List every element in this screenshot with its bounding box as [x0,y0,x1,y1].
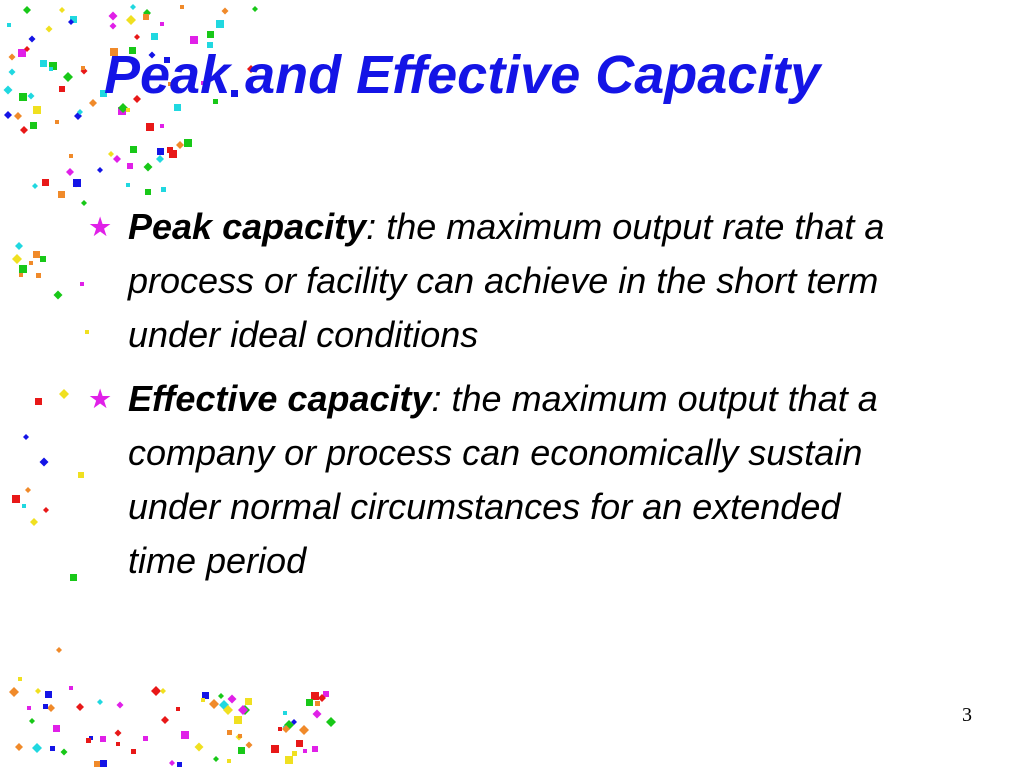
confetti-piece [160,688,166,694]
bullet-definition: the maximum output rate that a process or facility can achieve in the short term under ideal conditions [128,206,885,355]
confetti-piece [4,111,12,119]
confetti-piece [283,711,287,715]
confetti-piece [156,155,164,163]
confetti-piece [78,472,84,478]
confetti-piece [81,66,85,70]
bullet-separator: : [431,378,442,419]
confetti-piece [278,727,282,731]
confetti-piece [12,254,22,264]
confetti-piece [25,487,31,493]
bullet-effective-capacity [88,372,888,588]
confetti-piece [42,179,49,186]
confetti-piece [69,154,73,158]
confetti-piece [28,93,35,100]
confetti-piece [146,123,154,131]
confetti-piece [238,734,242,738]
confetti-piece [184,139,192,147]
confetti-piece [19,265,27,273]
confetti-piece [160,22,164,26]
confetti-piece [9,69,16,76]
confetti-piece [100,760,107,767]
confetti-piece [131,749,136,754]
confetti-piece [32,183,38,189]
confetti-piece [127,163,133,169]
confetti-piece [18,677,22,681]
confetti-piece [160,124,164,128]
confetti-piece [12,495,20,503]
confetti-piece [47,704,55,712]
confetti-piece [73,179,81,187]
confetti-piece [312,746,318,752]
confetti-piece [161,187,166,192]
confetti-piece [43,704,48,709]
confetti-piece [126,108,130,112]
confetti-piece [161,716,169,724]
confetti-piece [89,99,97,107]
confetti-piece [97,699,103,705]
confetti-piece [143,14,149,20]
confetti-piece [23,6,31,14]
confetti-piece [130,146,137,153]
confetti-piece [151,686,161,696]
confetti-piece [126,15,136,25]
confetti-piece [46,26,53,33]
confetti-piece [117,702,124,709]
confetti-piece [76,703,84,711]
confetti-piece [22,504,26,508]
confetti-piece [69,686,73,690]
confetti-piece [326,717,336,727]
confetti-piece [227,759,231,763]
confetti-piece [169,760,175,766]
star-bullet-icon: ★ [88,212,113,242]
confetti-piece [218,693,224,699]
confetti-piece [7,23,11,27]
confetti-piece [130,4,136,10]
confetti-piece [176,141,184,149]
confetti-piece [201,698,205,702]
confetti-piece [55,120,59,124]
confetti-piece [296,740,303,747]
confetti-piece [40,256,46,262]
confetti-piece [50,746,55,751]
confetti-piece [29,261,33,265]
confetti-piece [33,251,40,258]
confetti-piece [58,191,65,198]
bullet-term: Peak capacity [128,206,367,247]
confetti-piece [151,33,158,40]
confetti-piece [19,273,23,277]
confetti-piece [109,12,118,21]
confetti-piece [29,36,36,43]
confetti-piece [209,699,219,709]
confetti-piece [144,163,153,172]
confetti-piece [33,106,41,114]
confetti-piece [86,738,91,743]
confetti-piece [100,736,106,742]
confetti-piece [9,54,16,61]
confetti-piece [30,518,38,526]
confetti-piece [245,698,252,705]
confetti-piece [59,7,65,13]
confetti-piece [49,67,53,71]
confetti-piece [54,291,63,300]
confetti-piece [303,749,307,753]
bullet-definition: the maximum output that a company or process can economically sustain under normal circumstances for an extended time period [128,378,878,581]
confetti-piece [35,398,42,405]
bullet-term: Effective capacity [128,378,432,419]
confetti-piece [126,183,130,187]
confetti-piece [40,458,49,467]
confetti-piece [59,86,65,92]
confetti-piece [63,72,73,82]
confetti-piece [311,692,319,700]
confetti-piece [315,701,320,706]
confetti-piece [134,34,140,40]
star-bullet-icon: ★ [88,384,113,414]
confetti-piece [169,150,177,158]
confetti-piece [113,155,121,163]
confetti-piece [9,687,19,697]
confetti-piece [285,756,293,764]
confetti-piece [252,6,258,12]
confetti-piece [70,574,77,581]
confetti-piece [213,756,219,762]
confetti-piece [94,761,100,767]
slide-title: Peak and Effective Capacity [104,45,821,105]
confetti-piece [181,731,189,739]
confetti-piece [53,725,60,732]
bullet-list [88,200,888,598]
confetti-piece [234,716,242,724]
confetti-piece [116,742,120,746]
confetti-piece [207,31,214,38]
confetti-piece [216,20,224,28]
confetti-piece [59,389,69,399]
confetti-piece [40,60,47,67]
confetti-piece [108,151,114,157]
confetti-piece [15,242,23,250]
confetti-piece [56,647,62,653]
bullet-peak-capacity [88,200,888,362]
confetti-piece [306,699,313,706]
confetti-piece [110,23,117,30]
confetti-piece [30,122,37,129]
bullet-separator: : [366,206,377,247]
confetti-piece [14,112,22,120]
confetti-piece [227,730,232,735]
confetti-piece [145,189,151,195]
confetti-piece [36,273,41,278]
confetti-piece [292,751,297,756]
confetti-piece [23,434,29,440]
confetti-piece [81,200,87,206]
confetti-piece [313,710,322,719]
confetti-piece [27,706,31,710]
confetti-piece [177,762,182,767]
confetti-piece [20,126,28,134]
confetti-piece [157,148,164,155]
confetti-piece [32,743,42,753]
confetti-piece [19,93,27,101]
confetti-piece [80,282,84,286]
confetti-piece [246,742,253,749]
confetti-piece [43,507,49,513]
confetti-piece [97,167,103,173]
confetti-piece [202,692,209,699]
confetti-piece [271,745,279,753]
confetti-piece [180,5,184,9]
confetti-piece [35,688,41,694]
confetti-piece [61,749,68,756]
confetti-piece [4,86,13,95]
confetti-piece [195,743,204,752]
confetti-piece [299,725,309,735]
confetti-piece [228,695,237,704]
confetti-piece [29,718,35,724]
page-number: 3 [962,704,972,726]
confetti-piece [143,736,148,741]
confetti-piece [18,49,26,57]
confetti-piece [238,747,245,754]
confetti-piece [15,743,23,751]
confetti-piece [66,168,74,176]
confetti-piece [115,730,122,737]
confetti-piece [176,707,180,711]
confetti-piece [222,8,229,15]
confetti-piece [45,691,52,698]
